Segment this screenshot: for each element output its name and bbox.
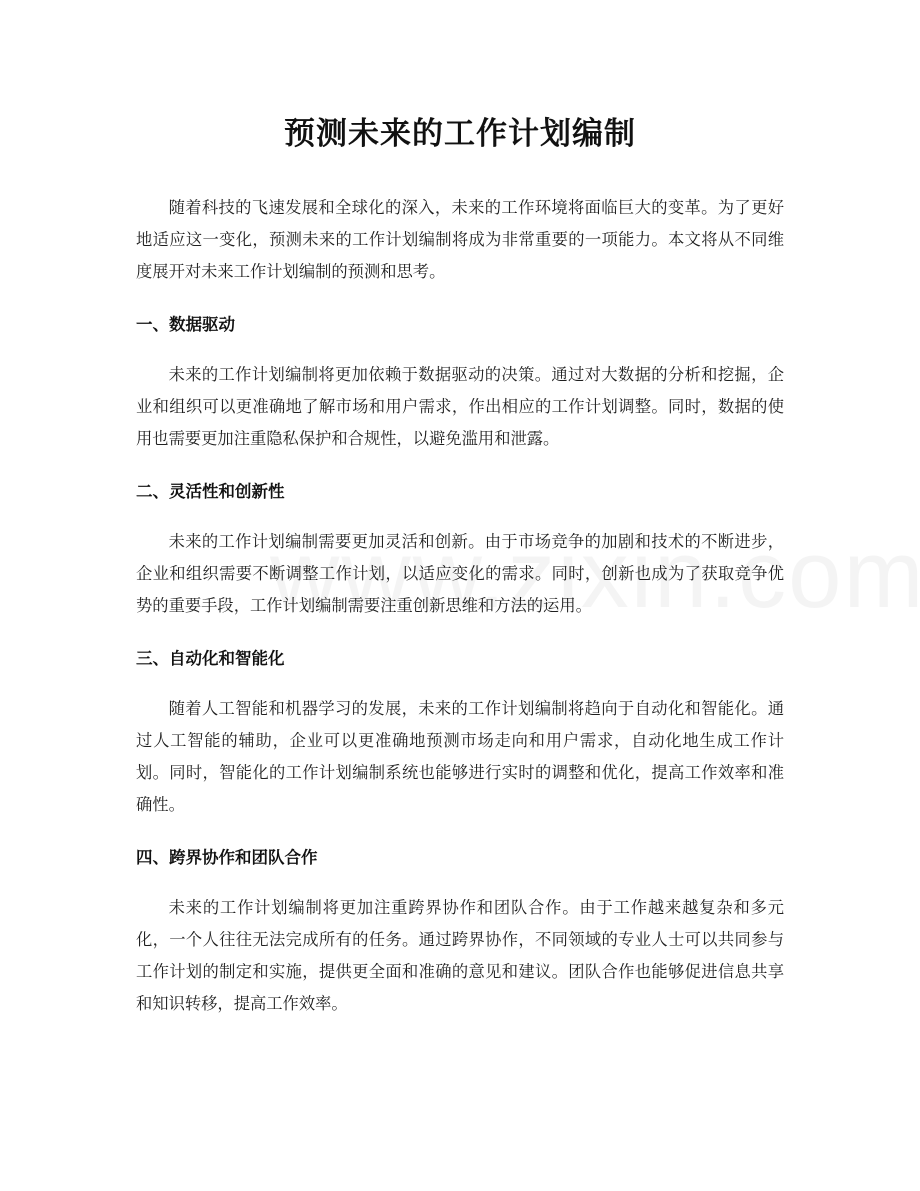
- section-heading-collaboration: 四、跨界协作和团队合作: [136, 848, 318, 867]
- section-body-data-driven: 未来的工作计划编制将更加依赖于数据驱动的决策。通过对大数据的分析和挖掘，企业和组织可以更准确地了解市场和用户需求，作出相应的工作计划调整。同时，数据的使用也需要更加注重隐私保护和合规性，以避免滥用和泄露。: [136, 365, 784, 448]
- section-body-flexibility: 未来的工作计划编制需要更加灵活和创新。由于市场竞争的加剧和技术的不断进步，企业和组织需要不断调整工作计划，以适应变化的需求。同时，创新也成为了获取竞争优势的重要手段，工作计划编制需要注重创新思维和方法的运用。: [136, 532, 784, 615]
- section-heading-automation: 三、自动化和智能化: [136, 649, 285, 668]
- page-title: 预测未来的工作计划编制: [284, 116, 636, 152]
- section-body-automation: 随着人工智能和机器学习的发展，未来的工作计划编制将趋向于自动化和智能化。通过人工智能的辅助，企业可以更准确地预测市场走向和用户需求，自动化地生成工作计划。同时，智能化的工作计划编制系统也能够进行实时的调整和优化，提高工作效率和准确性。: [136, 699, 784, 814]
- section-heading-data-driven: 一、数据驱动: [136, 315, 235, 334]
- section-body-collaboration: 未来的工作计划编制将更加注重跨界协作和团队合作。由于工作越来越复杂和多元化，一个人往往无法完成所有的任务。通过跨界协作，不同领域的专业人士可以共同参与工作计划的制定和实施，提供更全面和准确的意见和建议。团队合作也能够促进信息共享和知识转移，提高工作效率。: [136, 898, 784, 1013]
- section-heading-flexibility: 二、灵活性和创新性: [136, 482, 285, 501]
- intro-paragraph: 随着科技的飞速发展和全球化的深入，未来的工作环境将面临巨大的变革。为了更好地适应这一变化，预测未来的工作计划编制将成为非常重要的一项能力。本文将从不同维度展开对未来工作计划编制的预测和思考。: [136, 198, 784, 281]
